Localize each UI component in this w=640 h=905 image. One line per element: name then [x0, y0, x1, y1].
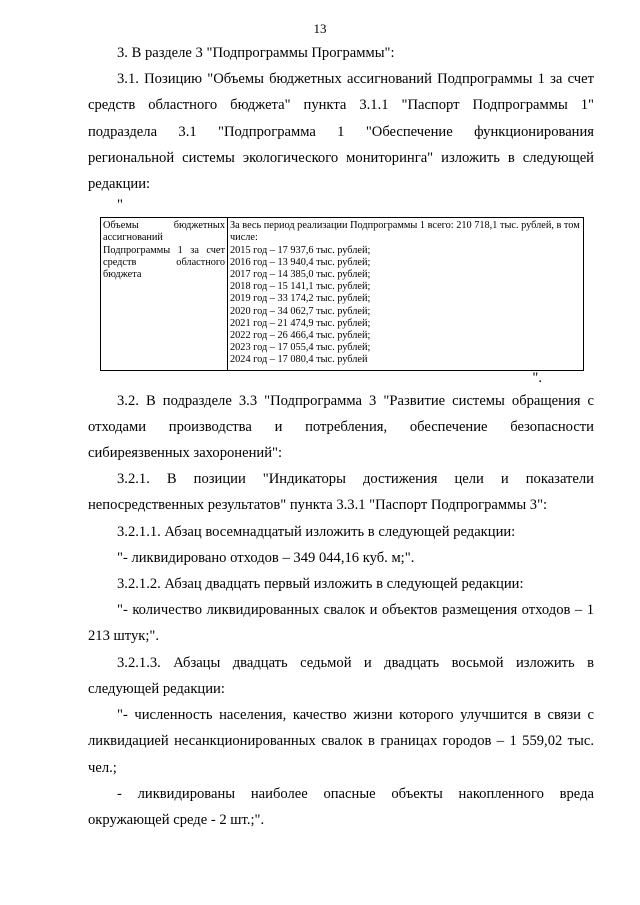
table-intro-text: За весь период реализации Подпрограммы 1 всего: 210 718,1 тыс. рублей, в том числе:	[230, 220, 580, 244]
year-line: 2015 год – 17 937,6 тыс. рублей;	[230, 244, 371, 256]
paragraph-quote-waste: "- ликвидировано отходов – 349 044,16 куб. м;".	[117, 549, 415, 566]
quote-open: "	[117, 197, 123, 214]
paragraph-3-2-1: 3.2.1. В позиции "Индикаторы достижения цели и показатели непосредственных результатов" пункта 3.3.1 "Паспорт Подпрограммы 3":	[88, 471, 594, 514]
paragraph-3-1: 3.1. Позицию "Объемы бюджетных ассигнований Подпрограммы 1 за счет средств областного бюджета" пункта 3.1.1 "Паспорт Подпрограммы 1" подраздела 3.1 "Подпрограмма 1 "Обеспечение функционирования региональной системы экологического мониторинга" изложить в следующей редакции:	[88, 71, 594, 193]
budget-allocation-table	[100, 217, 584, 370]
quote-close: ".	[532, 369, 542, 386]
paragraph-3-2-1-2: 3.2.1.2. Абзац двадцать первый изложить в следующей редакции:	[117, 576, 524, 593]
year-line: 2020 год – 34 062,7 тыс. рублей;	[230, 305, 371, 317]
paragraph-3-2: 3.2. В подразделе 3.3 "Подпрограмма 3 "Развитие системы обращения с отходами производства и потребления, обеспечение безопасности сибиреязвенных захоронений":	[88, 392, 594, 462]
paragraph-quote-dumps: "- количество ликвидированных свалок и объектов размещения отходов – 1 213 штук;".	[88, 602, 594, 645]
page-number: 13	[313, 21, 327, 36]
table-cell-label: Объемы бюджетных ассигнований Подпрограммы 1 за счет средств областного бюджета	[101, 218, 228, 370]
year-line: 2018 год – 15 141,1 тыс. рублей;	[230, 281, 371, 293]
paragraph-quote-population: "- численность населения, качество жизни которого улучшится в связи с ликвидацией несанкционированных свалок в границах городов – 1 559,02 тыс. чел.;	[88, 707, 594, 776]
paragraph-3-2-1-3: 3.2.1.3. Абзацы двадцать седьмой и двадцать восьмой изложить в следующей редакции:	[88, 654, 594, 697]
year-line: 2023 год – 17 055,4 тыс. рублей;	[230, 342, 371, 354]
document-body	[88, 40, 594, 833]
paragraph-3-2-1-1: 3.2.1.1. Абзац восемнадцатый изложить в следующей редакции:	[117, 523, 516, 540]
year-line: 2017 год – 14 385,0 тыс. рублей;	[230, 269, 371, 281]
year-line: 2021 год – 21 474,9 тыс. рублей;	[230, 317, 371, 329]
paragraph-quote-hazard: - ликвидированы наиболее опасные объекты накопленного вреда окружающей среде - 2 шт.;".	[88, 785, 594, 828]
year-line: 2022 год – 26 466,4 тыс. рублей;	[230, 330, 371, 342]
year-line: 2019 год – 33 174,2 тыс. рублей;	[230, 293, 371, 305]
paragraph-section-3: 3. В разделе 3 "Подпрограммы Программы":	[117, 45, 395, 61]
year-line: 2016 год – 13 940,4 тыс. рублей;	[230, 256, 371, 268]
table-cell-values	[228, 218, 584, 370]
year-line: 2024 год – 17 080,4 тыс. рублей	[230, 354, 368, 366]
table-row	[101, 218, 584, 370]
